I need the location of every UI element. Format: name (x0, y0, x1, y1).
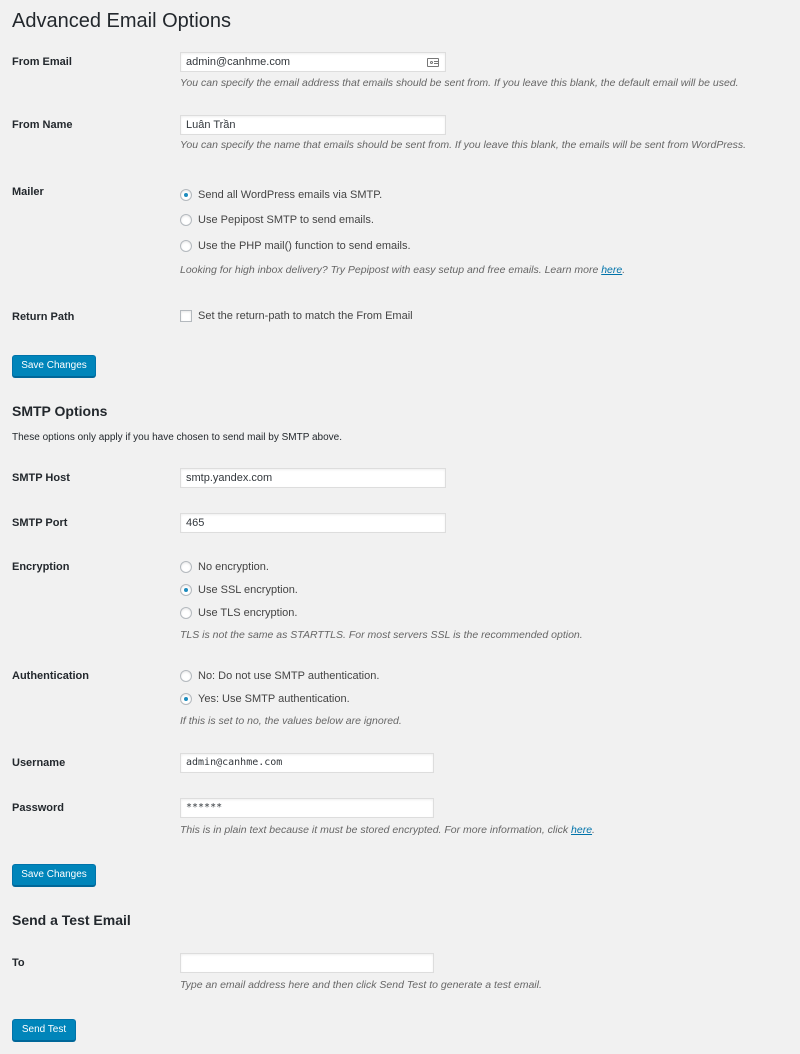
smtp-host-label: SMTP Host (12, 472, 70, 484)
encryption-label: Encryption (12, 561, 70, 573)
smtp-port-value: 465 (186, 517, 205, 529)
smtp-host-value: smtp.yandex.com (186, 472, 273, 484)
encryption-tls-radio[interactable] (180, 607, 192, 619)
mailer-description: Looking for high inbox delivery? Try Pepipost with easy setup and free emails. Learn more here. (180, 264, 626, 276)
return-path-checkbox-label[interactable]: Set the return-path to match the From Email (198, 310, 413, 322)
encryption-none-radio[interactable] (180, 561, 192, 573)
smtp-port-input[interactable] (180, 513, 446, 533)
from-name-description: You can specify the name that emails should be sent from. If you leave this blank, the emails will be sent from WordPress. (180, 139, 747, 151)
from-name-input[interactable] (180, 115, 446, 135)
mailer-php-label[interactable]: Use the PHP mail() function to send emails. (198, 240, 411, 252)
smtp-options-heading: SMTP Options (12, 403, 108, 419)
contact-card-icon[interactable] (427, 58, 439, 67)
encryption-description: TLS is not the same as STARTTLS. For most servers SSL is the recommended option. (180, 629, 583, 641)
return-path-checkbox[interactable] (180, 310, 192, 322)
test-email-to-input[interactable] (180, 953, 434, 973)
password-input[interactable] (180, 798, 434, 818)
mailer-label: Mailer (12, 186, 44, 198)
smtp-options-intro: These options only apply if you have chosen to send mail by SMTP above. (12, 432, 343, 443)
authentication-label: Authentication (12, 670, 89, 682)
password-description: This is in plain text because it must be stored encrypted. For more information, click here. (180, 824, 595, 836)
mailer-description-text: Looking for high inbox delivery? Try Pepipost with easy setup and free emails. Learn more (180, 264, 599, 276)
from-email-description: You can specify the email address that emails should be sent from. If you leave this blank, the default email will be used. (180, 77, 739, 89)
authentication-no-label[interactable]: No: Do not use SMTP authentication. (198, 670, 380, 682)
encryption-ssl-radio[interactable] (180, 584, 192, 596)
test-email-heading: Send a Test Email (12, 912, 131, 928)
encryption-tls-label[interactable]: Use TLS encryption. (198, 607, 298, 619)
save-changes-button[interactable]: Save Changes (12, 355, 96, 377)
from-name-label: From Name (12, 119, 73, 131)
test-email-description: Type an email address here and then click Send Test to generate a test email. (180, 979, 542, 991)
from-email-label: From Email (12, 56, 72, 68)
password-description-text: This is in plain text because it must be stored encrypted. For more information, click (180, 824, 569, 836)
password-value: ****** (186, 802, 223, 813)
send-test-button[interactable]: Send Test (12, 1019, 76, 1041)
username-input[interactable] (180, 753, 434, 773)
mailer-pepipost-label[interactable]: Use Pepipost SMTP to send emails. (198, 214, 374, 226)
from-name-value: Luân Trần (186, 119, 236, 131)
mailer-learn-more-link[interactable]: here (601, 264, 623, 276)
mailer-php-radio[interactable] (180, 240, 192, 252)
mailer-smtp-label[interactable]: Send all WordPress emails via SMTP. (198, 189, 383, 201)
test-email-to-label: To (12, 957, 25, 969)
authentication-no-radio[interactable] (180, 670, 192, 682)
return-path-label: Return Path (12, 311, 75, 323)
save-changes-button-smtp[interactable]: Save Changes (12, 864, 96, 886)
smtp-port-label: SMTP Port (12, 517, 68, 529)
page-title: Advanced Email Options (12, 10, 232, 32)
mailer-smtp-radio[interactable] (180, 189, 192, 201)
encryption-ssl-label[interactable]: Use SSL encryption. (198, 584, 298, 596)
password-label: Password (12, 802, 64, 814)
smtp-host-input[interactable] (180, 468, 446, 488)
encryption-none-label[interactable]: No encryption. (198, 561, 269, 573)
username-label: Username (12, 757, 66, 769)
authentication-description: If this is set to no, the values below are ignored. (180, 715, 402, 727)
username-value: admin@canhme.com (186, 757, 283, 768)
password-info-link[interactable]: here (571, 824, 593, 836)
from-email-value: admin@canhme.com (186, 56, 291, 68)
from-email-input[interactable] (180, 52, 446, 72)
authentication-yes-label[interactable]: Yes: Use SMTP authentication. (198, 693, 350, 705)
authentication-yes-radio[interactable] (180, 693, 192, 705)
mailer-pepipost-radio[interactable] (180, 214, 192, 226)
